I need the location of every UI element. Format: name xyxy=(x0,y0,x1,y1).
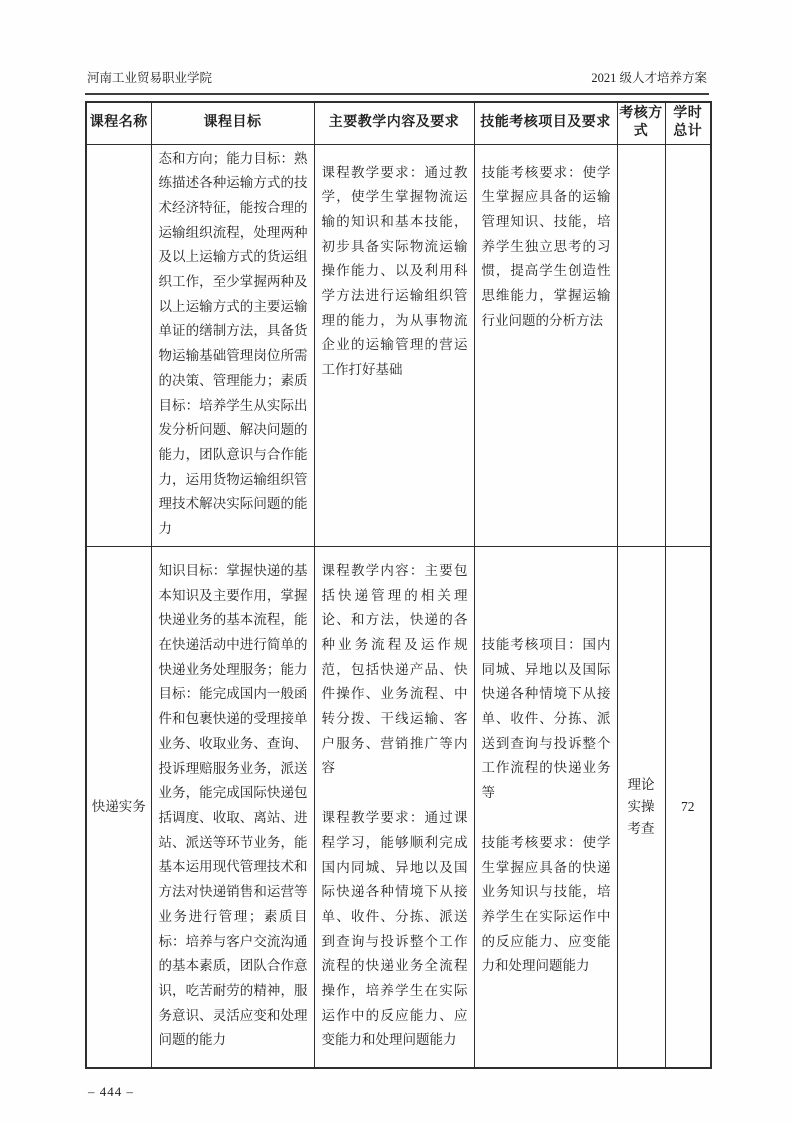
footer-page-number: – 444 – xyxy=(88,1084,134,1100)
column-header-assessment: 技能考核项目及要求 xyxy=(474,102,617,144)
cell-method xyxy=(617,546,665,1068)
course-table xyxy=(85,101,712,1069)
header-plan-title: 2021 级人才培养方案 xyxy=(591,71,707,85)
table-header-row xyxy=(86,102,711,144)
cell-objectives xyxy=(151,144,314,546)
table-row xyxy=(86,546,711,1068)
cell-teaching-content xyxy=(314,144,474,546)
cell-course-name xyxy=(86,144,151,546)
method-line: 理论 xyxy=(627,777,655,792)
column-header-method: 考核方式 xyxy=(617,102,665,144)
header-institution-name: 河南工业贸易职业学院 xyxy=(87,71,213,85)
column-header-hours: 学时总计 xyxy=(665,102,711,144)
cell-teaching-content xyxy=(314,546,474,1068)
teaching-requirements-paragraph: 课程教学要求：通过课程学习，能够顺利完成国内同城、异地以及国际快递各种情境下从接单、收件、分拣、派送到查询与投诉整个工作流程的快递业务全流程操作，培养学生在实际运作中的反应能力、应变能力和处理问题能力 xyxy=(321,810,468,1048)
cell-hours: 72 xyxy=(665,546,711,1068)
column-header-objectives: 课程目标 xyxy=(151,102,314,144)
table-row xyxy=(86,144,711,546)
assessment-requirements-paragraph: 技能考核要求：使学生掌握应具备的快递业务知识与技能，培养学生在实际运作中的反应能力、应变能力和处理问题能力 xyxy=(481,834,611,974)
cell-course-name: 快递实务 xyxy=(86,546,151,1068)
objectives-paragraph: 知识目标：掌握快递的基本知识及主要作用，掌握快递业务的基本流程，能在快递活动中进行简单的快递业务处理服务；能力目标：能完成国内一般函件和包裹快递的受理接单业务、收取业务、查询、投诉理赔服务业务，派送业务，能完成国际快递包括调度、收取、离站、进站、派送等环节业务，能基本运用现代管理技术和方法对快递销售和运营等业务进行管理；素质目标：培养与客户交流沟通的基本素质，团队合作意识，吃苦耐劳的精神，服务意识、灵活应变和处理问题的能力 xyxy=(158,562,308,1048)
cell-method xyxy=(617,144,665,546)
method-line: 考查 xyxy=(627,821,655,836)
teaching-content-paragraph: 课程教学内容：主要包括快递管理的相关理论、和方法，快递的各种业务流程及运作规范，包括快递产品、快件操作、业务流程、中转分拨、干线运输、客户服务、营销推广等内容 xyxy=(321,562,468,776)
objectives-paragraph: 态和方向；能力目标：熟练描述各种运输方式的技术经济特征，能按合理的运输组织流程，处理两种及以上运输方式的货运组织工作，至少掌握两种及以上运输方式的主要运输单证的缮制方法，具备货物运输基础管理岗位所需的决策、管理能力；素质目标：培养学生从实际出发分析问题、解决问题的能力，团队意识与合作能力，运用货物运输组织管理技术解决实际问题的能力 xyxy=(158,150,308,537)
page-header xyxy=(85,0,709,95)
cell-objectives xyxy=(151,546,314,1068)
cell-hours xyxy=(665,144,711,546)
assessment-items-paragraph: 技能考核项目：国内同城、异地以及国际快递各种情境下从接单、收件、分拣、派送到查询与投诉整个工作流程的快递业务等 xyxy=(481,636,611,801)
teaching-content-paragraph: 课程教学要求：通过教学，使学生掌握物流运输的知识和基本技能，初步具备实际物流运输操作能力、以及利用科学方法进行运输组织管理的能力，为从事物流企业的运输管理的营运工作打好基础 xyxy=(321,164,468,378)
column-header-course-name: 课程名称 xyxy=(86,102,151,144)
cell-assessment xyxy=(474,546,617,1068)
cell-assessment xyxy=(474,144,617,546)
method-line: 实操 xyxy=(627,799,655,814)
assessment-paragraph: 技能考核要求：使学生掌握应具备的运输管理知识、技能，培养学生独立思考的习惯，提高学生创造性思维能力，掌握运输行业问题的分析方法 xyxy=(481,164,611,328)
column-header-teaching-content: 主要教学内容及要求 xyxy=(314,102,474,144)
